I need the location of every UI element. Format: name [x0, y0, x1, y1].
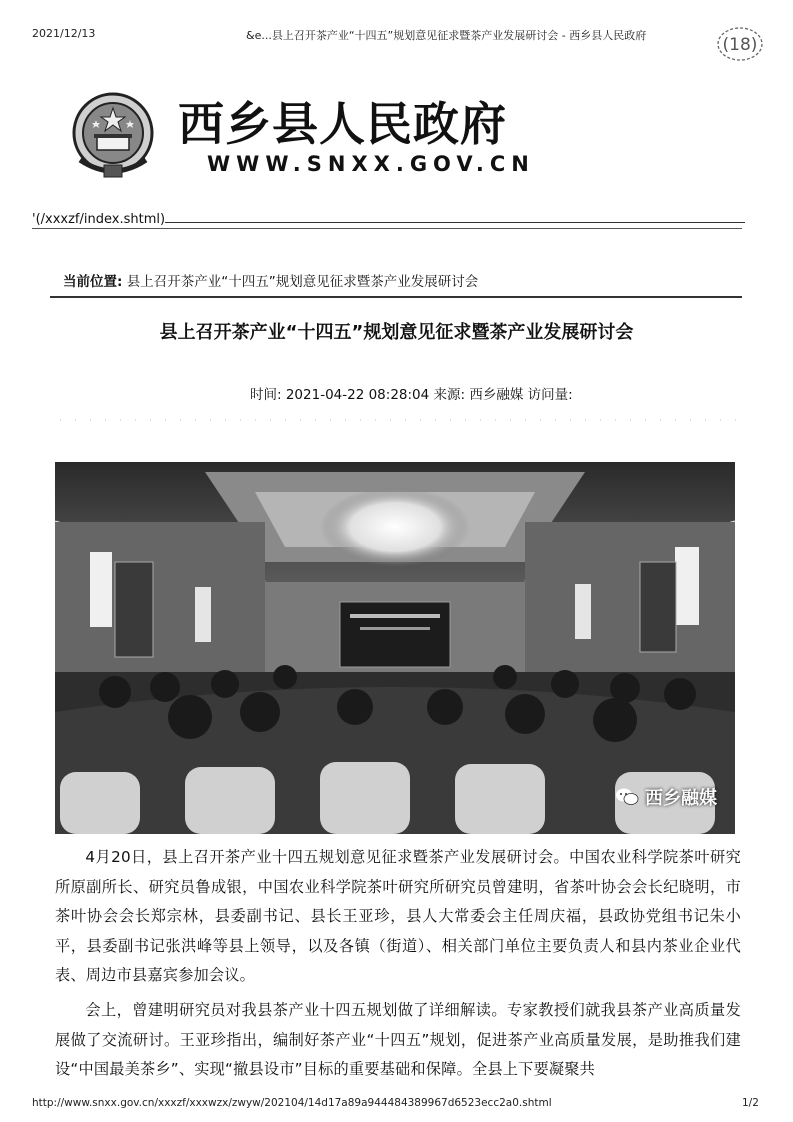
wechat-icon — [615, 787, 639, 807]
article-title: 县上召开茶产业“十四五”规划意见征求暨茶产业发展研讨会 — [159, 322, 634, 343]
index-link[interactable]: '(/xxxzf/index.shtml) — [32, 212, 166, 227]
photo-watermark — [615, 784, 717, 810]
article-meta: 时间: 2021-04-22 08:28:04 来源: 西乡融媒 访问量: — [250, 387, 573, 403]
site-name: 西乡县人民政府 — [178, 97, 507, 151]
photo-watermark-text: 西乡融媒 — [645, 788, 717, 809]
breadcrumb — [63, 270, 478, 290]
annotation-text: (18) — [722, 35, 758, 55]
site-url: WWW.SNXX.GOV.CN — [207, 152, 535, 176]
header-divider-secondary — [32, 228, 742, 229]
handwritten-annotation — [715, 24, 765, 64]
print-page-title: &e...县上召开茶产业“十四五”规划意见征求暨茶产业发展研讨会 - 西乡县人民政府 — [246, 29, 647, 42]
article-paragraph: 会上，曾建明研究员对我县茶产业十四五规划做了详细解读。专家教授们就我县茶产业高质量发展做了交流研讨。王亚珍指出，编制好茶产业“十四五”规划，促进茶产业高质量发展，是助推我们建设“中国最美茶乡”、实现“撤县设市”目标的重要基础和保障。全县上下要凝聚共 — [55, 1001, 741, 1078]
meta-divider — [60, 408, 740, 414]
print-footer-url: http://www.snxx.gov.cn/xxxzf/xxxwzx/zwyw/202104/14d17a89a944484389967d6523ecc2a0.shtml — [32, 1097, 552, 1109]
print-page-number: 1/2 — [742, 1097, 759, 1109]
national-emblem-icon — [70, 90, 156, 180]
header-divider — [165, 222, 745, 223]
article-paragraph: 4月20日，县上召开茶产业十四五规划意见征求暨茶产业发展研讨会。中国农业科学院茶叶研究所原副所长、研究员鲁成银，中国农业科学院茶叶研究所研究员曾建明，省茶叶协会会长纪晓明，市茶叶协会会长郑宗林，县委副书记、县长王亚珍，县人大常委会主任周庆福，县政协党组书记朱小平，县委副书记张洪峰等县上领导，以及各镇（街道）、相关部门单位主要负责人和县内茶业企业代表、周边市县嘉宾参加会议。 — [55, 848, 741, 984]
breadcrumb-current[interactable]: 县上召开茶产业“十四五”规划意见征求暨茶产业发展研讨会 — [126, 274, 479, 290]
print-date: 2021/12/13 — [32, 27, 96, 40]
breadcrumb-label: 当前位置: — [63, 274, 123, 290]
breadcrumb-divider — [50, 296, 742, 298]
article-photo — [55, 462, 735, 834]
